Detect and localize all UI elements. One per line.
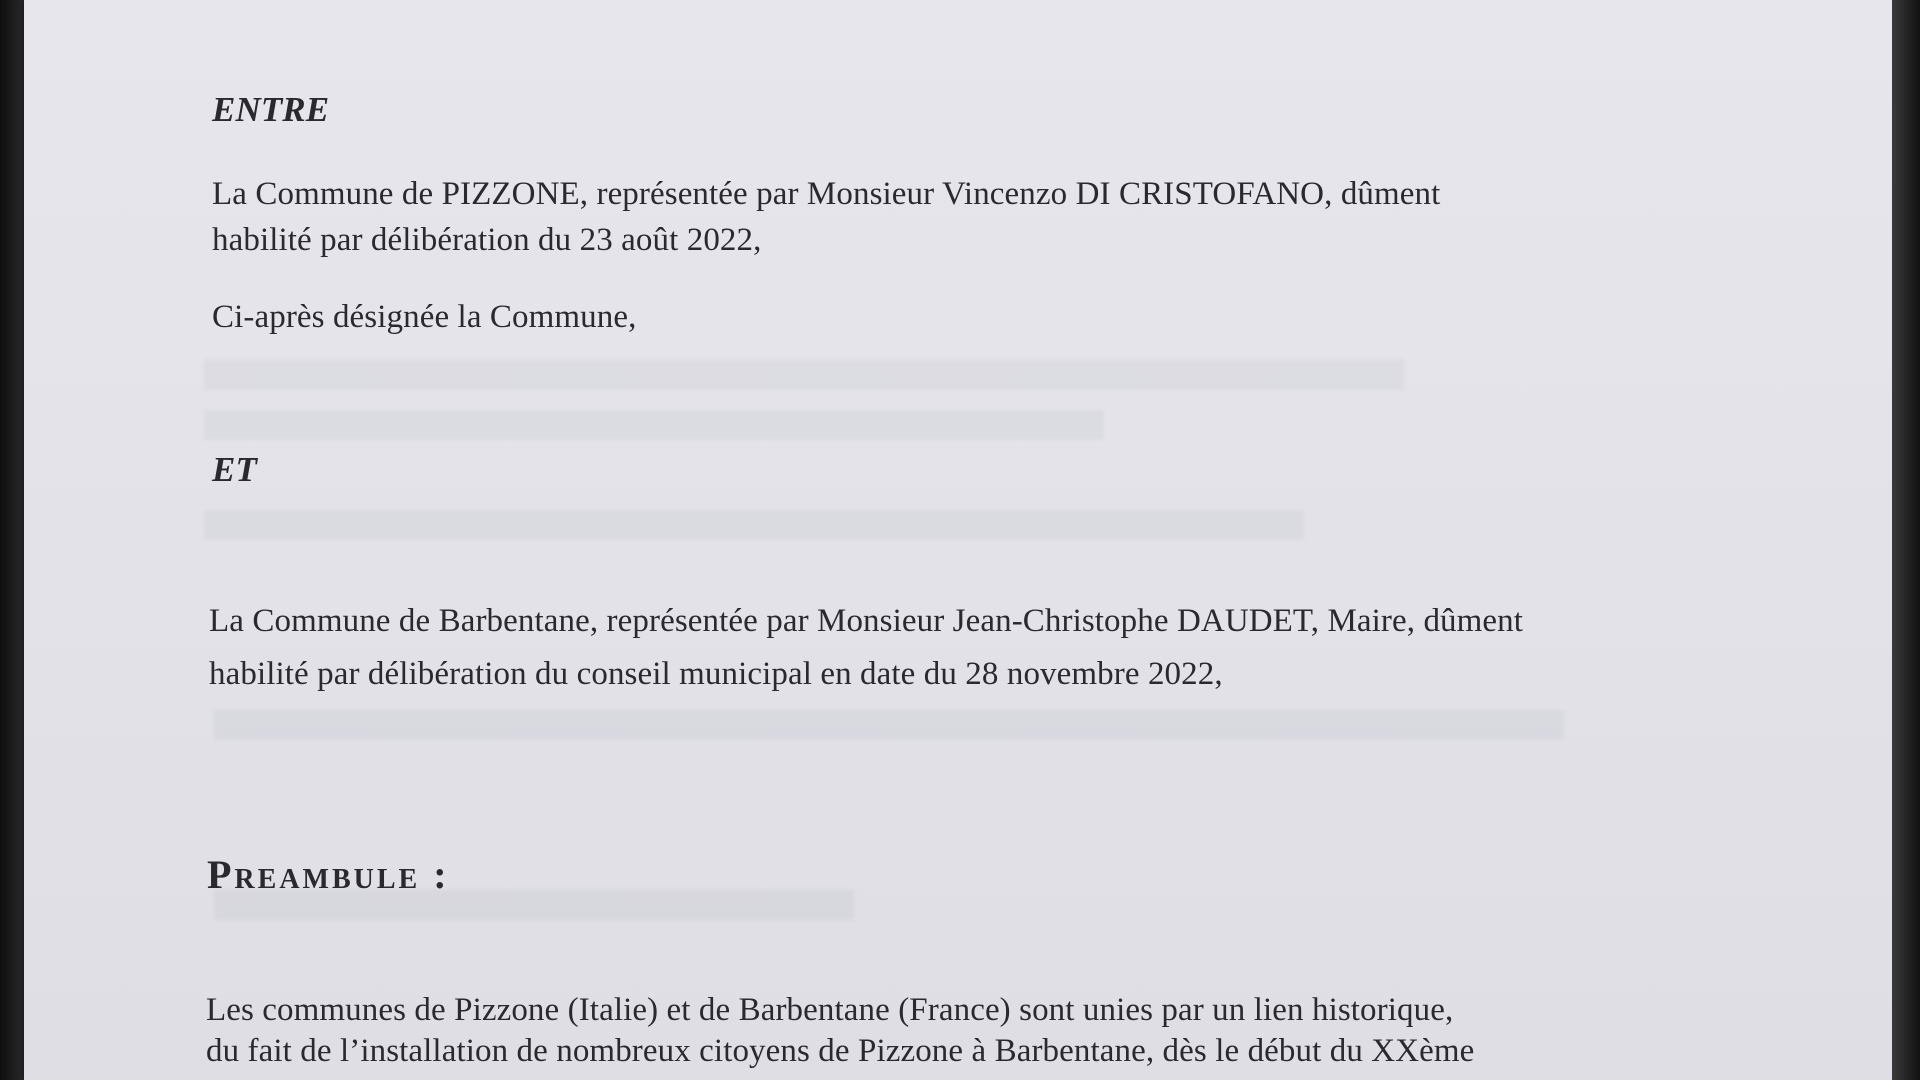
left-background-edge — [0, 0, 24, 1080]
preambule-text-line2: du fait de l’installation de nombreux citoyens de Pizzone à Barbentane, dès le début du XXème — [206, 1033, 1475, 1069]
preambule-text-line1: Les communes de Pizzone (Italie) et de Barbentane (France) sont unies par un lien historique, — [206, 992, 1454, 1028]
party2-text-line2: habilité par délibération du conseil municipal en date du 28 novembre 2022, — [209, 656, 1223, 692]
party2-text-line1: La Commune de Barbentane, représentée par Monsieur Jean-Christophe DAUDET, Maire, dûment — [209, 603, 1524, 639]
bleed-through-texture — [204, 510, 1304, 540]
bleed-through-texture — [204, 410, 1104, 440]
bleed-through-texture — [204, 360, 1404, 390]
party1-text-line1: La Commune de PIZZONE, représentée par Monsieur Vincenzo DI CRISTOFANO, dûment — [212, 176, 1441, 212]
heading-entre: ENTRE — [212, 90, 330, 129]
heading-et: ET — [212, 450, 257, 489]
bleed-through-texture — [214, 710, 1564, 740]
right-background-edge — [1892, 0, 1920, 1080]
party1-text-line2: habilité par délibération du 23 août 2022, — [212, 222, 762, 258]
document-page — [24, 0, 1892, 1080]
heading-preambule: Preambule : — [207, 852, 450, 897]
party1-designation: Ci-après désignée la Commune, — [212, 299, 637, 335]
